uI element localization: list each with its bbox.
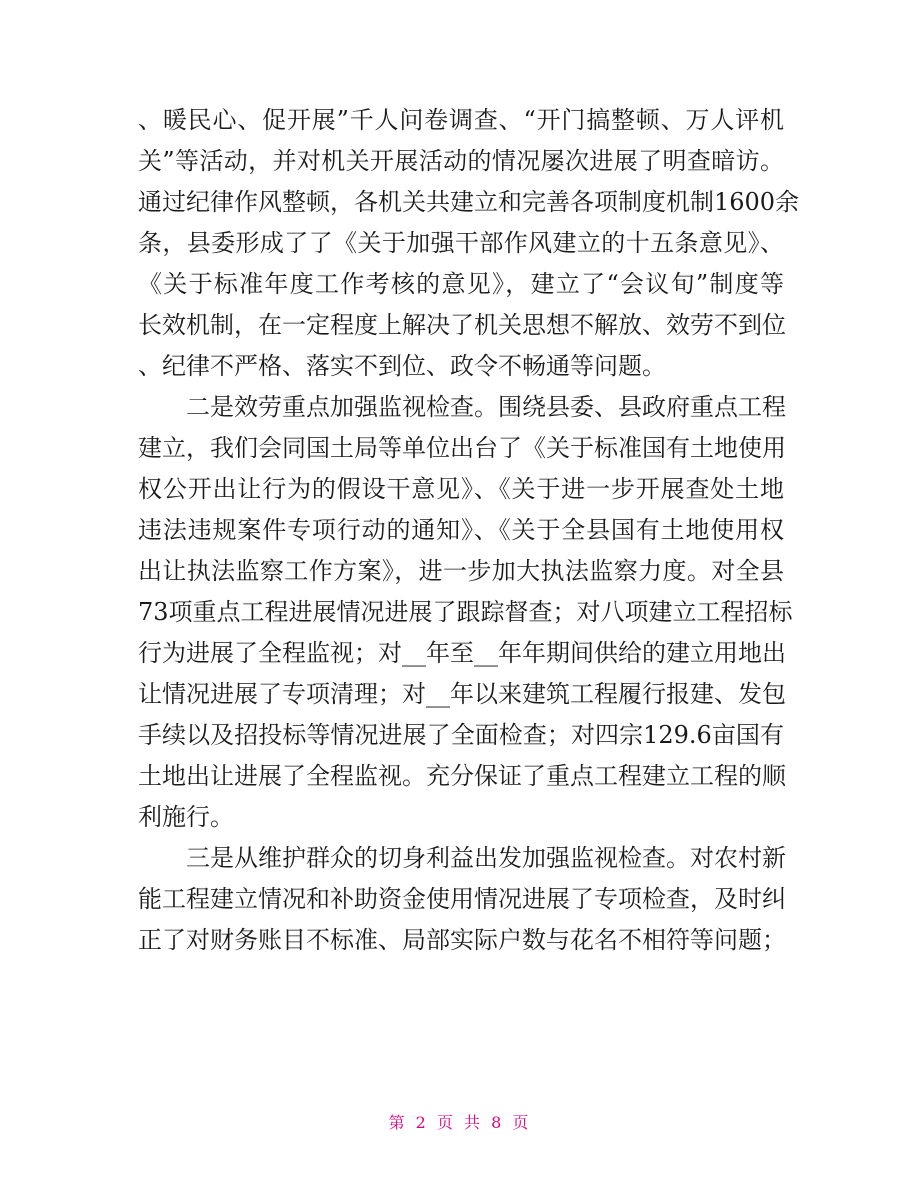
text-line: 违法违规案件专项行动的通知》、《关于全县国有土地使用权 <box>138 516 784 544</box>
text-line: 建立，我们会同国土局等单位出台了《关于标准国有土地使用 <box>138 434 786 462</box>
text-line: 权公开出让行为的假设干意见》、《关于进一步开展查处土地 <box>138 475 784 503</box>
text-line: 能工程建立情况和补助资金使用情况进展了专项检查，及时纠 <box>138 885 786 913</box>
text-line: 行为进展了全程监视；对__年至__年年期间供给的建立用地出 <box>138 639 786 667</box>
text-line: 三是从维护群众的切身利益出发加强监视检查。对农村新 <box>138 844 786 872</box>
text-line: 、暖民心、促开展”千人问卷调查、“开门搞整顿、万人评机 <box>138 106 784 134</box>
text-line: 土地出让进展了全程监视。充分保证了重点工程建立工程的顺 <box>138 762 786 790</box>
text-line: 利施行。 <box>138 803 234 831</box>
text-line: 《关于标准年度工作考核的意见》，建立了“会议旬”制度等 <box>138 270 784 298</box>
text-line: 长效机制，在一定程度上解决了机关思想不解放、效劳不到位 <box>138 311 786 339</box>
text-line: 正了对财务账目不标准、局部实际户数与花名不相符等问题； <box>138 926 786 954</box>
text-line: 通过纪律作风整顿，各机关共建立和完善各项制度机制1600余 <box>138 188 800 216</box>
text-line: 关”等活动，并对机关开展活动的情况屡次进展了明查暗访。 <box>138 147 784 175</box>
document-body <box>138 100 800 961</box>
text-line: 二是效劳重点加强监视检查。围绕县委、县政府重点工程 <box>138 393 786 421</box>
text-line: 出让执法监察工作方案》，进一步加大执法监察力度。对全县 <box>138 557 784 585</box>
page-number-footer: 第 2 页 共 8 页 <box>388 1113 532 1132</box>
text-line: 手续以及招投标等情况进展了全面检查；对四宗129.6亩国有 <box>138 721 784 749</box>
text-line: 让情况进展了专项清理；对__年以来建筑工程履行报建、发包 <box>138 680 786 708</box>
text-line: 73项重点工程进展情况进展了跟踪督查；对八项建立工程招标 <box>138 598 793 626</box>
text-line: 条，县委形成了了《关于加强干部作风建立的十五条意见》、 <box>138 229 784 257</box>
text-line: 、纪律不严格、落实不到位、政令不畅通等问题。 <box>138 352 666 380</box>
